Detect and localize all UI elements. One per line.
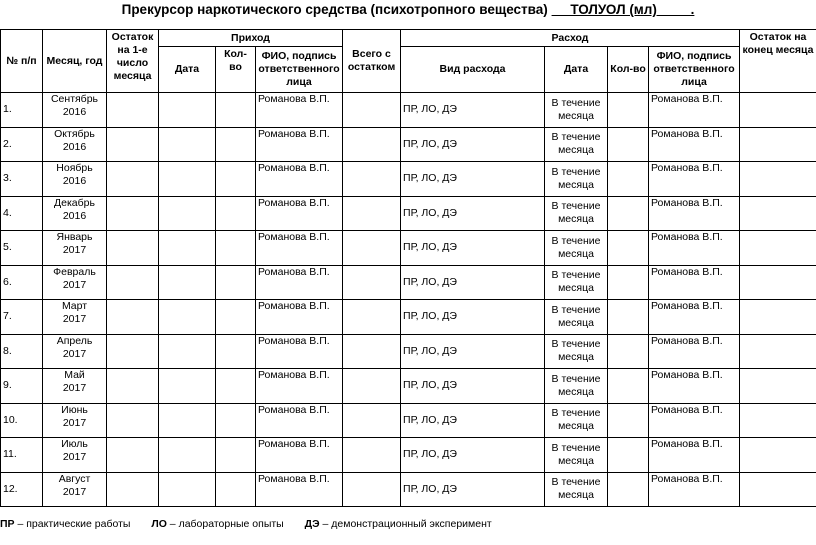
cell-expense-qty[interactable] <box>608 472 649 507</box>
cell-expense-date: В течение месяца <box>545 265 608 300</box>
cell-income-person: Романова В.П. <box>256 472 343 507</box>
cell-income-person: Романова В.П. <box>256 196 343 231</box>
title-substance: ТОЛУОЛ (мл) . <box>551 2 695 17</box>
cell-month: Ноябрь 2016 <box>43 162 107 197</box>
cell-income-qty[interactable] <box>216 334 256 369</box>
cell-start-balance[interactable] <box>107 403 159 438</box>
cell-start-balance[interactable] <box>107 334 159 369</box>
cell-expense-person: Романова В.П. <box>649 265 740 300</box>
cell-end-balance[interactable] <box>740 300 816 335</box>
cell-income-qty[interactable] <box>216 127 256 162</box>
legend <box>0 518 510 530</box>
cell-expense-person: Романова В.П. <box>649 300 740 335</box>
cell-total[interactable] <box>343 265 401 300</box>
cell-income-date[interactable] <box>159 162 216 197</box>
cell-month: Апрель 2017 <box>43 334 107 369</box>
header-start-balance: Остаток на 1-е число месяца <box>107 30 159 93</box>
cell-start-balance[interactable] <box>107 231 159 266</box>
cell-income-person: Романова В.П. <box>256 127 343 162</box>
cell-expense-kind: ПР, ЛО, ДЭ <box>401 300 545 335</box>
cell-expense-date: В течение месяца <box>545 93 608 128</box>
cell-start-balance[interactable] <box>107 438 159 473</box>
cell-num: 9. <box>1 369 43 404</box>
cell-expense-qty[interactable] <box>608 369 649 404</box>
cell-total[interactable] <box>343 196 401 231</box>
cell-expense-qty[interactable] <box>608 231 649 266</box>
legend-item: ЛО – лабораторные опыты <box>151 518 284 530</box>
cell-expense-date: В течение месяца <box>545 403 608 438</box>
cell-income-qty[interactable] <box>216 300 256 335</box>
cell-expense-person: Романова В.П. <box>649 231 740 266</box>
cell-end-balance[interactable] <box>740 231 816 266</box>
table-row <box>1 162 816 197</box>
table-row <box>1 334 816 369</box>
cell-expense-kind: ПР, ЛО, ДЭ <box>401 93 545 128</box>
header-income-person: ФИО, подпись ответственного лица <box>256 47 343 93</box>
cell-income-qty[interactable] <box>216 265 256 300</box>
table-row <box>1 265 816 300</box>
cell-expense-date: В течение месяца <box>545 438 608 473</box>
cell-income-person: Романова В.П. <box>256 438 343 473</box>
cell-expense-kind: ПР, ЛО, ДЭ <box>401 438 545 473</box>
cell-income-qty[interactable] <box>216 231 256 266</box>
header-expense-qty: Кол-во <box>608 47 649 93</box>
cell-expense-kind: ПР, ЛО, ДЭ <box>401 334 545 369</box>
cell-end-balance[interactable] <box>740 162 816 197</box>
cell-income-date[interactable] <box>159 438 216 473</box>
cell-expense-date: В течение месяца <box>545 369 608 404</box>
cell-expense-qty[interactable] <box>608 196 649 231</box>
header-end-balance: Остаток на конец месяца <box>740 30 816 93</box>
cell-num: 5. <box>1 231 43 266</box>
cell-expense-qty[interactable] <box>608 334 649 369</box>
table-row <box>1 403 816 438</box>
cell-expense-kind: ПР, ЛО, ДЭ <box>401 369 545 404</box>
cell-month: Июль 2017 <box>43 438 107 473</box>
cell-income-qty[interactable] <box>216 438 256 473</box>
cell-total[interactable] <box>343 93 401 128</box>
cell-month: Декабрь 2016 <box>43 196 107 231</box>
cell-income-qty[interactable] <box>216 403 256 438</box>
cell-start-balance[interactable] <box>107 265 159 300</box>
cell-month: Февраль 2017 <box>43 265 107 300</box>
cell-expense-qty[interactable] <box>608 438 649 473</box>
cell-total[interactable] <box>343 369 401 404</box>
cell-income-date[interactable] <box>159 127 216 162</box>
cell-income-date[interactable] <box>159 93 216 128</box>
cell-income-date[interactable] <box>159 472 216 507</box>
cell-income-person: Романова В.П. <box>256 231 343 266</box>
table-row <box>1 300 816 335</box>
cell-total[interactable] <box>343 231 401 266</box>
table-row <box>1 438 816 473</box>
cell-num: 7. <box>1 300 43 335</box>
cell-month: Март 2017 <box>43 300 107 335</box>
cell-num: 1. <box>1 93 43 128</box>
header-num: № п/п <box>1 30 43 93</box>
cell-expense-qty[interactable] <box>608 265 649 300</box>
cell-start-balance[interactable] <box>107 196 159 231</box>
cell-expense-qty[interactable] <box>608 127 649 162</box>
header-month: Месяц, год <box>43 30 107 93</box>
cell-expense-date: В течение месяца <box>545 162 608 197</box>
header-expense: Расход <box>401 30 740 47</box>
cell-month: Октябрь 2016 <box>43 127 107 162</box>
cell-end-balance[interactable] <box>740 472 816 507</box>
legend-item: ПР – практические работы <box>0 518 131 530</box>
cell-income-person: Романова В.П. <box>256 334 343 369</box>
cell-expense-person: Романова В.П. <box>649 127 740 162</box>
cell-expense-date: В течение месяца <box>545 472 608 507</box>
cell-num: 8. <box>1 334 43 369</box>
table-row <box>1 472 816 507</box>
cell-num: 4. <box>1 196 43 231</box>
cell-income-person: Романова В.П. <box>256 93 343 128</box>
cell-start-balance[interactable] <box>107 300 159 335</box>
cell-start-balance[interactable] <box>107 472 159 507</box>
cell-income-date[interactable] <box>159 196 216 231</box>
header-expense-kind: Вид расхода <box>401 47 545 93</box>
cell-expense-person: Романова В.П. <box>649 334 740 369</box>
cell-num: 2. <box>1 127 43 162</box>
cell-expense-kind: ПР, ЛО, ДЭ <box>401 162 545 197</box>
cell-expense-person: Романова В.П. <box>649 472 740 507</box>
cell-start-balance[interactable] <box>107 369 159 404</box>
cell-expense-kind: ПР, ЛО, ДЭ <box>401 472 545 507</box>
cell-end-balance[interactable] <box>740 369 816 404</box>
cell-end-balance[interactable] <box>740 127 816 162</box>
cell-income-person: Романова В.П. <box>256 369 343 404</box>
cell-num: 10. <box>1 403 43 438</box>
cell-income-date[interactable] <box>159 369 216 404</box>
cell-start-balance[interactable] <box>107 93 159 128</box>
header-total: Всего с остатком <box>343 30 401 93</box>
cell-income-person: Романова В.П. <box>256 265 343 300</box>
cell-start-balance[interactable] <box>107 127 159 162</box>
header-expense-person: ФИО, подпись ответственного лица <box>649 47 740 93</box>
cell-expense-person: Романова В.П. <box>649 93 740 128</box>
cell-end-balance[interactable] <box>740 265 816 300</box>
cell-income-qty[interactable] <box>216 472 256 507</box>
cell-expense-kind: ПР, ЛО, ДЭ <box>401 196 545 231</box>
document-title <box>0 2 816 17</box>
cell-income-qty[interactable] <box>216 93 256 128</box>
cell-total[interactable] <box>343 438 401 473</box>
cell-expense-person: Романова В.П. <box>649 438 740 473</box>
cell-start-balance[interactable] <box>107 162 159 197</box>
cell-month: Сентябрь 2016 <box>43 93 107 128</box>
table-row <box>1 127 816 162</box>
cell-num: 3. <box>1 162 43 197</box>
table-row <box>1 196 816 231</box>
cell-expense-kind: ПР, ЛО, ДЭ <box>401 231 545 266</box>
table-row <box>1 369 816 404</box>
cell-month: Август 2017 <box>43 472 107 507</box>
cell-total[interactable] <box>343 403 401 438</box>
cell-end-balance[interactable] <box>740 93 816 128</box>
cell-total[interactable] <box>343 472 401 507</box>
cell-expense-date: В течение месяца <box>545 196 608 231</box>
cell-total[interactable] <box>343 334 401 369</box>
cell-end-balance[interactable] <box>740 438 816 473</box>
cell-income-person: Романова В.П. <box>256 403 343 438</box>
cell-expense-kind: ПР, ЛО, ДЭ <box>401 127 545 162</box>
table-row <box>1 231 816 266</box>
cell-expense-person: Романова В.П. <box>649 403 740 438</box>
cell-income-date[interactable] <box>159 334 216 369</box>
cell-expense-date: В течение месяца <box>545 127 608 162</box>
cell-expense-qty[interactable] <box>608 300 649 335</box>
cell-income-qty[interactable] <box>216 162 256 197</box>
cell-income-date[interactable] <box>159 403 216 438</box>
cell-income-qty[interactable] <box>216 369 256 404</box>
cell-month: Июнь 2017 <box>43 403 107 438</box>
cell-income-qty[interactable] <box>216 196 256 231</box>
cell-num: 6. <box>1 265 43 300</box>
table-row <box>1 93 816 128</box>
cell-end-balance[interactable] <box>740 334 816 369</box>
cell-month: Январь 2017 <box>43 231 107 266</box>
cell-expense-date: В течение месяца <box>545 300 608 335</box>
cell-month: Май 2017 <box>43 369 107 404</box>
cell-expense-person: Романова В.П. <box>649 369 740 404</box>
register-table <box>0 29 816 507</box>
cell-total[interactable] <box>343 300 401 335</box>
cell-income-date[interactable] <box>159 231 216 266</box>
header-income-qty: Кол-во <box>216 47 256 93</box>
cell-expense-qty[interactable] <box>608 162 649 197</box>
cell-income-date[interactable] <box>159 265 216 300</box>
cell-expense-kind: ПР, ЛО, ДЭ <box>401 265 545 300</box>
cell-expense-qty[interactable] <box>608 403 649 438</box>
cell-end-balance[interactable] <box>740 403 816 438</box>
cell-income-person: Романова В.П. <box>256 162 343 197</box>
cell-end-balance[interactable] <box>740 196 816 231</box>
cell-expense-qty[interactable] <box>608 93 649 128</box>
header-income-date: Дата <box>159 47 216 93</box>
cell-num: 11. <box>1 438 43 473</box>
table-body <box>1 93 816 507</box>
cell-income-date[interactable] <box>159 300 216 335</box>
header-income: Приход <box>159 30 343 47</box>
cell-num: 12. <box>1 472 43 507</box>
legend-item: ДЭ – демонстрационный эксперимент <box>304 518 492 530</box>
header-expense-date: Дата <box>545 47 608 93</box>
cell-income-person: Романова В.П. <box>256 300 343 335</box>
cell-total[interactable] <box>343 162 401 197</box>
cell-expense-kind: ПР, ЛО, ДЭ <box>401 403 545 438</box>
cell-expense-date: В течение месяца <box>545 334 608 369</box>
cell-expense-person: Романова В.П. <box>649 162 740 197</box>
cell-expense-person: Романова В.П. <box>649 196 740 231</box>
cell-total[interactable] <box>343 127 401 162</box>
cell-expense-date: В течение месяца <box>545 231 608 266</box>
title-main: Прекурсор наркотического средства (психотропного вещества) <box>121 2 548 17</box>
